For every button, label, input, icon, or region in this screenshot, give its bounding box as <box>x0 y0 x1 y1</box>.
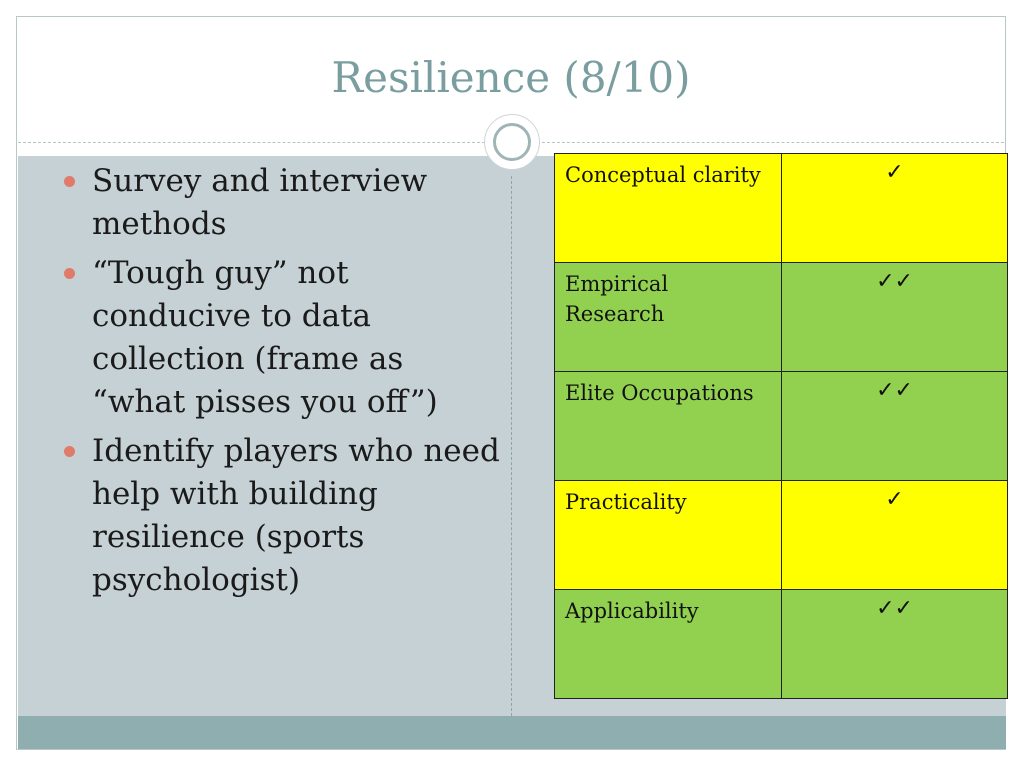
slide-title: Resilience (8/10) <box>331 53 691 102</box>
table-row <box>555 154 1008 263</box>
checkmark-icon: ✓✓ <box>782 590 1008 699</box>
checkmark-icon: ✓ <box>782 481 1008 590</box>
criterion-label: Conceptual clarity <box>555 154 782 263</box>
footer-bar <box>18 716 1006 749</box>
criterion-label: Applicability <box>555 590 782 699</box>
circle-bullet-icon <box>64 176 75 187</box>
checkmark-icon: ✓✓ <box>782 263 1008 372</box>
table-row <box>555 263 1008 372</box>
bullet-text: Identify players who need help with building resilience (sports psychologist) <box>92 433 500 598</box>
bullet-text: Survey and interview methods <box>92 163 428 242</box>
bullet-list <box>60 160 500 608</box>
column-divider <box>511 176 512 716</box>
criterion-label: Empirical Research <box>555 263 782 372</box>
ring-inner <box>493 123 531 161</box>
table-row <box>555 481 1008 590</box>
criteria-table <box>554 153 1008 699</box>
bullet-item <box>60 160 500 246</box>
bullet-text: “Tough guy” not conducive to data collection (frame as “what pisses you off”) <box>92 255 438 420</box>
circle-bullet-icon <box>64 268 75 279</box>
table-row <box>555 372 1008 481</box>
criterion-label: Elite Occupations <box>555 372 782 481</box>
bullet-item <box>60 430 500 602</box>
circle-bullet-icon <box>64 446 75 457</box>
table-row <box>555 590 1008 699</box>
bullet-item <box>60 252 500 424</box>
criterion-label: Practicality <box>555 481 782 590</box>
checkmark-icon: ✓✓ <box>782 372 1008 481</box>
checkmark-icon: ✓ <box>782 154 1008 263</box>
